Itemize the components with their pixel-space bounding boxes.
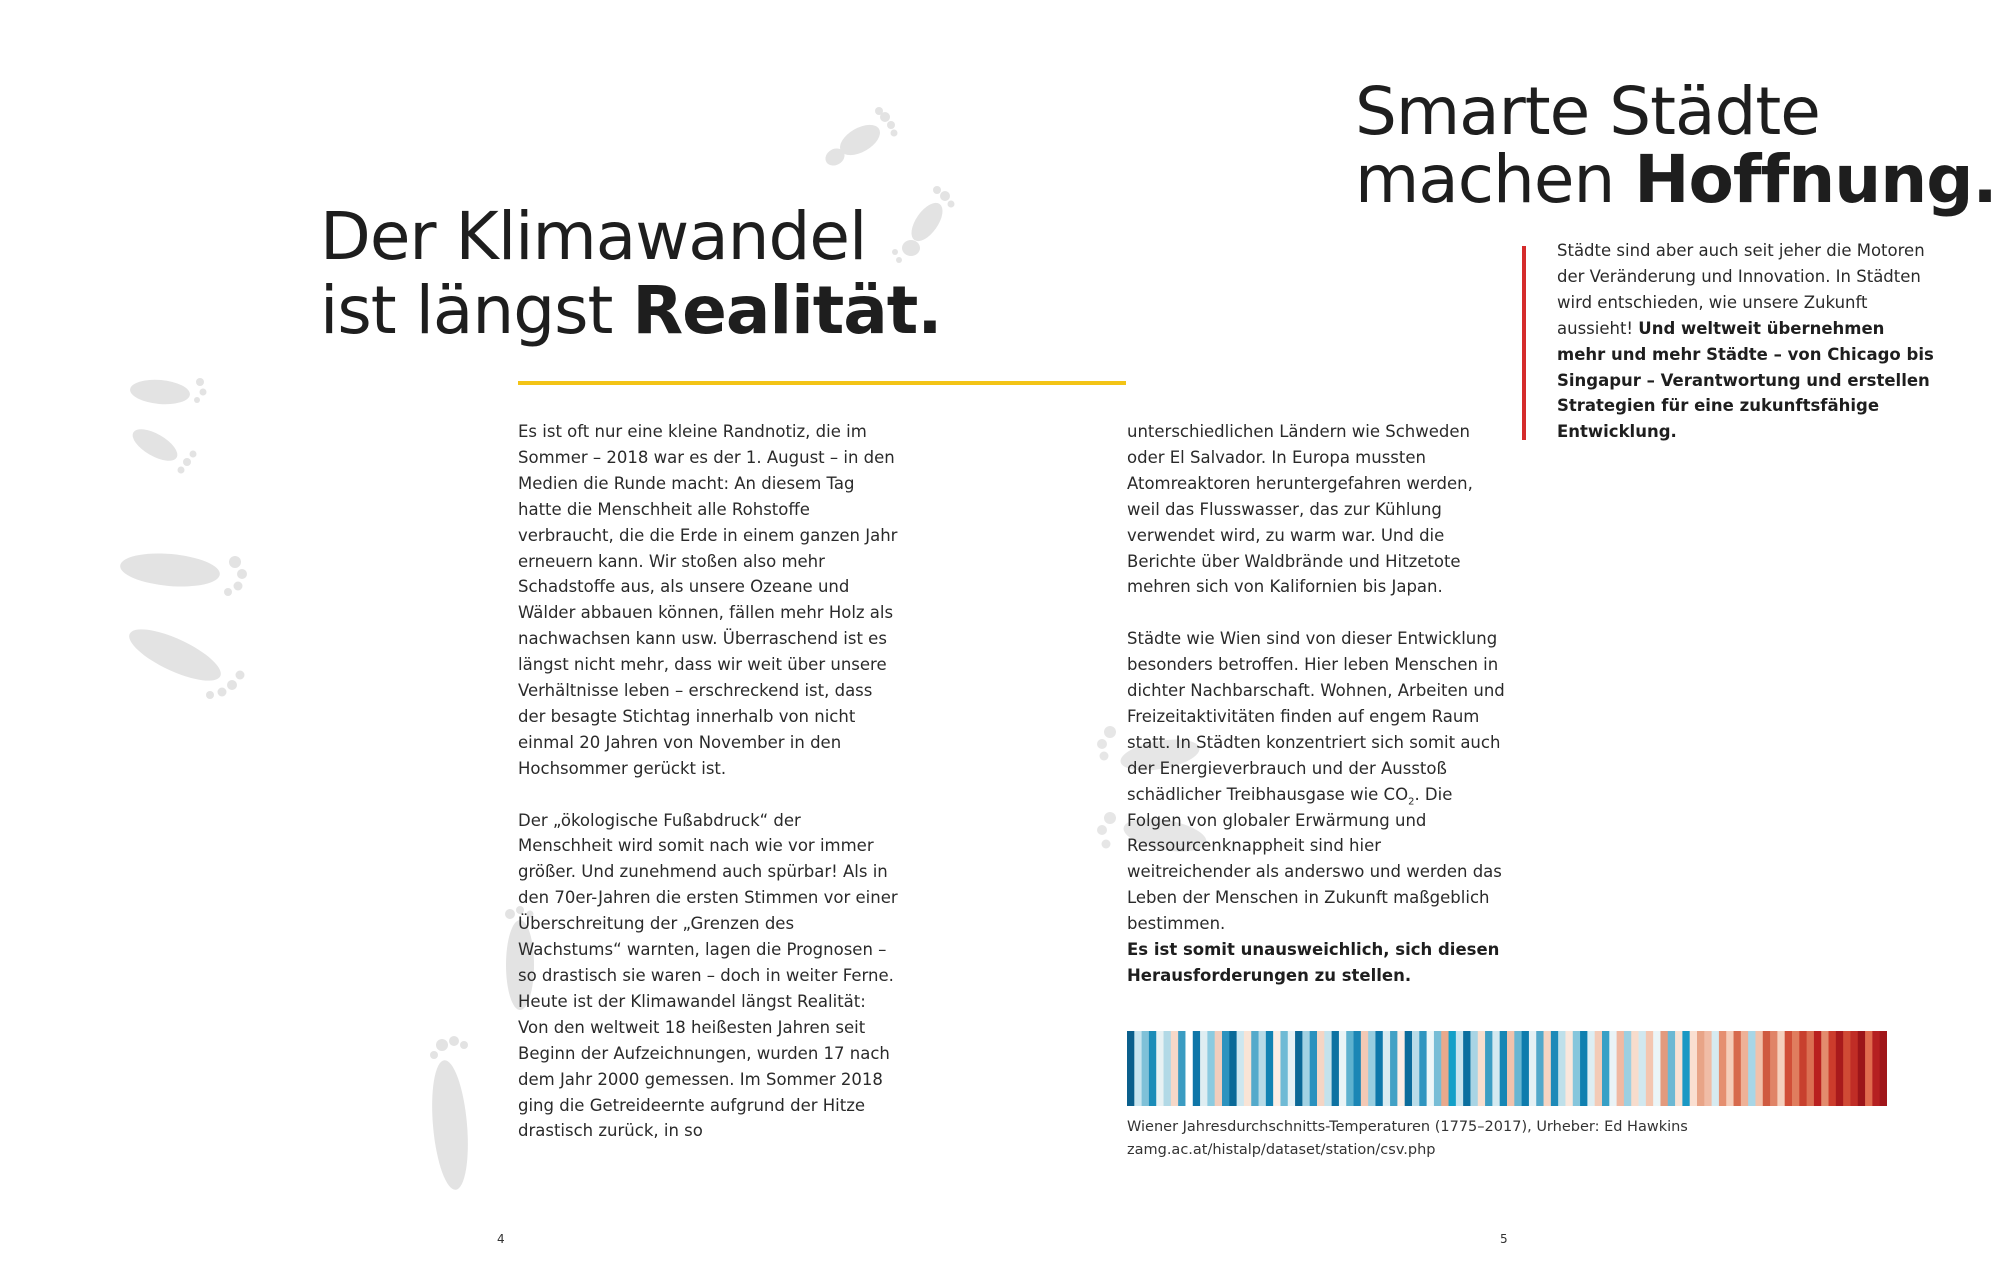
stripe	[1850, 1031, 1858, 1106]
stripe	[1317, 1031, 1325, 1106]
stripe	[1807, 1031, 1815, 1106]
stripe	[1251, 1031, 1259, 1106]
stripe	[1142, 1031, 1150, 1106]
stripe	[1821, 1031, 1829, 1106]
stripe	[1200, 1031, 1208, 1106]
stripe	[1785, 1031, 1793, 1106]
stripe	[1551, 1031, 1559, 1106]
stripe	[1580, 1031, 1588, 1106]
stripe	[1741, 1031, 1749, 1106]
paragraph-text: Städte wie Wien sind von dieser Entwicklung besonders betroffen. Hier leben Menschen in dichter Nachbarschaft. Wohnen, Arbeiten und Freizeitaktivitäten finden auf engem Raum statt. In Städten konzentriert sich somit auch der Energieverbrauch und der Ausstoß schädlicher Treibhausgase wie CO	[1127, 629, 1505, 804]
stripe	[1463, 1031, 1471, 1106]
stripe	[1880, 1031, 1887, 1106]
stripe	[1449, 1031, 1457, 1106]
stripe	[1259, 1031, 1267, 1106]
stripe	[1763, 1031, 1771, 1106]
intro-regular: Städte sind aber auch seit jeher die Motoren der Veränderung und Innovation. In Städten wird entschieden, wie unsere Zukunft aussieht!	[1557, 241, 1925, 338]
stripe	[1631, 1031, 1639, 1106]
subscript: 2	[1408, 795, 1415, 807]
stripe	[1668, 1031, 1676, 1106]
stripe	[1441, 1031, 1449, 1106]
stripe	[1565, 1031, 1573, 1106]
headline-left-line1: Der Klimawandel	[320, 198, 867, 275]
stripe	[1682, 1031, 1690, 1106]
paragraph-bold: Es ist somit unausweichlich, sich diesen Herausforderungen zu stellen.	[1127, 940, 1500, 986]
stripe	[1755, 1031, 1763, 1106]
stripe	[1127, 1031, 1135, 1106]
stripe	[1777, 1031, 1785, 1106]
intro-bold: Und weltweit übernehmen mehr und mehr Städte – von Chicago bis Singapur – Verantwortung und erstellen Strategien für eine zukunftsfähige Entwicklung.	[1557, 318, 1934, 442]
stripe	[1456, 1031, 1464, 1106]
stripe	[1814, 1031, 1822, 1106]
stripe	[1237, 1031, 1245, 1106]
stripe	[1829, 1031, 1837, 1106]
stripe	[1836, 1031, 1844, 1106]
stripe	[1368, 1031, 1376, 1106]
stripe	[1792, 1031, 1800, 1106]
stripe	[1229, 1031, 1237, 1106]
warming-stripes	[1127, 1031, 1887, 1106]
headline-right-line1: Smarte Städte	[1355, 73, 1820, 150]
stripe	[1719, 1031, 1727, 1106]
stripe	[1207, 1031, 1215, 1106]
stripe	[1273, 1031, 1281, 1106]
stripe	[1872, 1031, 1880, 1106]
stripe	[1595, 1031, 1603, 1106]
stripe	[1602, 1031, 1610, 1106]
red-accent-bar	[1522, 246, 1526, 440]
headline-left	[320, 200, 941, 348]
stripe	[1193, 1031, 1201, 1106]
stripe	[1492, 1031, 1500, 1106]
stripe	[1375, 1031, 1383, 1106]
stripe	[1310, 1031, 1318, 1106]
headline-left-regular: ist längst	[320, 272, 633, 349]
stripe	[1383, 1031, 1391, 1106]
intro-text	[1557, 238, 1937, 445]
stripe	[1522, 1031, 1530, 1106]
stripe	[1266, 1031, 1274, 1106]
stripe	[1302, 1031, 1310, 1106]
stripe	[1164, 1031, 1172, 1106]
stripe	[1690, 1031, 1698, 1106]
stripe	[1865, 1031, 1873, 1106]
paragraph: Der „ökologische Fußabdruck“ der Menschheit wird somit nach wie vor immer größer. Und zunehmend auch spürbar! Als in den 70er-Jahren die ersten Stimmen vor einer Überschreitung der „Grenzen des Wachstums“ warnten, lagen die Prognosen – so drastisch sie waren – doch in weiter Ferne. Heute ist der Klimawandel längst Realität: Von den weltweit 18 heißesten Jahren seit Beginn der Aufzeichnungen, wurden 17 nach dem Jahr 2000 gemessen. Im Sommer 2018 ging die Getreideernte aufgrund der Hitze drastisch zurück, in so	[518, 810, 898, 1141]
stripe	[1185, 1031, 1193, 1106]
stripe	[1339, 1031, 1347, 1106]
stripe	[1485, 1031, 1493, 1106]
paragraph: Es ist oft nur eine kleine Randnotiz, die im Sommer – 2018 war es der 1. August – in den Medien die Runde macht: An diesem Tag hatte die Menschheit alle Rohstoffe verbraucht, die die Erde in einem ganzen Jahr erneuern kann. Wir stoßen also mehr Schadstoffe aus, als unsere Ozeane und Wälder abbauen können, fällen mehr Holz als nachwachsen kann usw. Überraschend ist es längst nicht mehr, dass wir weit über unsere Verhältnisse leben – erschreckend ist, dass der besagte Stichtag innerhalb von nicht einmal 20 Jahren von November in den Hochsommer gerückt ist.	[518, 422, 898, 778]
stripe	[1178, 1031, 1186, 1106]
headline-right	[1355, 73, 1997, 218]
stripe	[1412, 1031, 1420, 1106]
stripe	[1558, 1031, 1566, 1106]
footprint-icon	[110, 540, 260, 710]
stripe	[1712, 1031, 1720, 1106]
stripe	[1704, 1031, 1712, 1106]
stripe	[1361, 1031, 1369, 1106]
footprint-icon	[805, 95, 915, 175]
headline-right-regular: machen	[1355, 141, 1635, 218]
stripe	[1324, 1031, 1332, 1106]
stripe	[1799, 1031, 1807, 1106]
body-column-middle	[1127, 419, 1507, 989]
stripe	[1222, 1031, 1230, 1106]
stripe	[1405, 1031, 1413, 1106]
stripe	[1280, 1031, 1288, 1106]
stripe	[1149, 1031, 1157, 1106]
stripe	[1419, 1031, 1427, 1106]
yellow-divider	[518, 381, 1126, 385]
body-column-left	[518, 419, 898, 1144]
stripe	[1573, 1031, 1581, 1106]
image-source: zamg.ac.at/histalp/dataset/station/csv.php	[1127, 1142, 1436, 1158]
stripe	[1244, 1031, 1252, 1106]
headline-right-line2	[1355, 141, 1997, 218]
stripe	[1646, 1031, 1654, 1106]
stripe	[1507, 1031, 1515, 1106]
stripe	[1617, 1031, 1625, 1106]
stripe	[1544, 1031, 1552, 1106]
stripe	[1354, 1031, 1362, 1106]
headline-left-line2	[320, 274, 941, 348]
stripe	[1587, 1031, 1595, 1106]
stripe	[1770, 1031, 1778, 1106]
paragraph	[1127, 626, 1507, 989]
stripe	[1295, 1031, 1303, 1106]
stripe	[1858, 1031, 1866, 1106]
stripe	[1726, 1031, 1734, 1106]
stripe	[1639, 1031, 1647, 1106]
stripe	[1397, 1031, 1405, 1106]
paragraph-text: . Die Folgen von globaler Erwärmung und Ressourcenknappheit sind hier weitreichender als anderswo und werden das Leben der Menschen in Zukunft maßgeblich bestimmen.	[1127, 784, 1502, 934]
footprint-icon	[115, 370, 215, 480]
image-caption: Wiener Jahresdurchschnitts-Temperaturen (1775–2017), Urheber: Ed Hawkins	[1127, 1119, 1688, 1135]
footprint-icon	[410, 1025, 490, 1205]
stripe	[1390, 1031, 1398, 1106]
stripe	[1171, 1031, 1179, 1106]
page-number-left: 4	[497, 1232, 505, 1246]
stripe	[1653, 1031, 1661, 1106]
stripe	[1748, 1031, 1756, 1106]
stripe	[1288, 1031, 1296, 1106]
stripe	[1427, 1031, 1435, 1106]
headline-left-bold: Realität.	[632, 272, 942, 349]
page-number-right: 5	[1500, 1232, 1508, 1246]
paragraph: unterschiedlichen Ländern wie Schweden oder El Salvador. In Europa mussten Atomreaktoren heruntergefahren werden, weil das Flusswasser, das zur Kühlung verwendet wird, zu warm war. Und die Berichte über Waldbrände und Hitzetote mehren sich von Kalifornien bis Japan.	[1127, 422, 1473, 597]
stripe	[1624, 1031, 1632, 1106]
stripe	[1470, 1031, 1478, 1106]
stripe	[1215, 1031, 1223, 1106]
headline-right-bold: Hoffnung.	[1634, 141, 1997, 218]
stripe	[1346, 1031, 1354, 1106]
stripe	[1134, 1031, 1142, 1106]
stripe	[1536, 1031, 1544, 1106]
stripe	[1434, 1031, 1442, 1106]
stripe	[1734, 1031, 1742, 1106]
stripe	[1843, 1031, 1851, 1106]
stripe	[1156, 1031, 1164, 1106]
stripe	[1660, 1031, 1668, 1106]
stripe	[1675, 1031, 1683, 1106]
stripe	[1500, 1031, 1508, 1106]
stripe	[1514, 1031, 1522, 1106]
stripe	[1609, 1031, 1617, 1106]
stripe	[1478, 1031, 1486, 1106]
stripe	[1332, 1031, 1340, 1106]
stripe	[1697, 1031, 1705, 1106]
stripe	[1529, 1031, 1537, 1106]
